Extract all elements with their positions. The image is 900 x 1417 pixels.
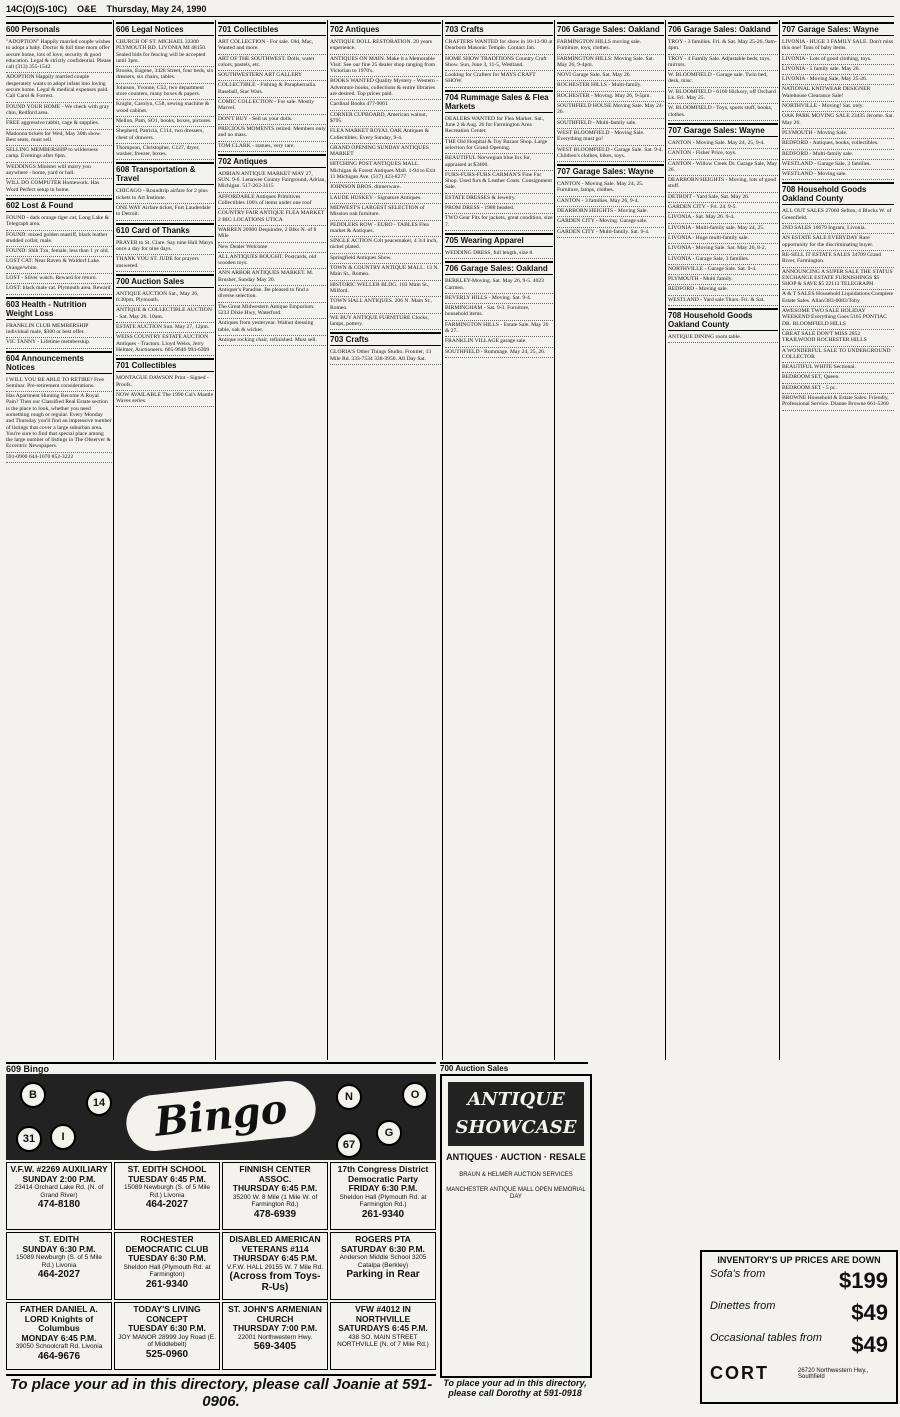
classified-ad: NORTHVILLE - Moving! Sat. only. <box>782 102 894 112</box>
section-heading: 704 Rummage Sales & Flea Markets <box>445 90 553 113</box>
classified-ad: LIVONIA - Lots of good clothing, toys. <box>782 55 894 65</box>
classified-ad: LOST CAT: Near Raven & Waldorf Lake. Orange/white. <box>6 257 112 274</box>
classified-ad: MONTAGUE DAWSON Print - Signed - Proofs. <box>116 374 214 391</box>
bingo-listing-address: 22001 Northwestern Hwy. <box>237 1333 313 1341</box>
bingo-banner <box>6 1074 436 1160</box>
classified-ad: COUNTRY FAIR ANTIQUE FLEA MARKET 2 BIG LOCATIONS UTICA <box>218 209 326 226</box>
bingo-listing-time: TUESDAY 6:30 P.M. <box>128 1253 206 1263</box>
classified-ad: BROWNE Household & Estate Sales. Friendly, Professional Service. Dianne Browne 661-5260 <box>782 394 894 411</box>
classified-ad: SOUTHWESTERN ART GALLERY <box>218 71 326 81</box>
classified-ad: FOUND - dark orange tiger cat, Long Lake & Telegraph area. <box>6 214 112 231</box>
bingo-listing-time: TUESDAY 6:30 P.M. <box>128 1323 206 1333</box>
classified-ad: FRANKLIN CLUB MEMBERSHIP individual male, $300 or best offer. <box>6 322 112 339</box>
bingo-listing-time: FRIDAY 6:30 P.M. <box>348 1183 418 1193</box>
classified-ad: REDFORD - Antiques, books, collectibles. <box>782 139 894 149</box>
column-rule <box>327 20 328 1060</box>
bingo-section-title: 609 Bingo <box>6 1062 436 1074</box>
classified-ad: ANTIQUES ON MAIN. Make it a Memorable Visit. See our fine 25 dealer shop ranging from Victorian to 1970's. <box>330 55 441 78</box>
bingo-listing-time: SUNDAY 6:30 P.M. <box>22 1243 96 1254</box>
classified-ad: AN ESTATE SALE EVERYDAY Rare opportunity for the discriminating buyer. <box>782 234 894 251</box>
bingo-listing <box>330 1302 436 1370</box>
furniture-item-price: $49 <box>851 1300 888 1325</box>
classified-ad: COLLECTIBLE - Fishing & Paraphernalia. Baseball, Star Wars. <box>218 81 326 98</box>
classified-ad: ART OF THE SOUTHWEST. Dolls, water colors, pastels, etc. <box>218 55 326 72</box>
classified-ad: FURS-FURS-FURS CARMAN'S Fine Fur Shop. Used furs & Leather Coats. Consignment Sale. <box>445 171 553 194</box>
bingo-listing-phone: (Across from Toys-R-Us) <box>229 1271 321 1293</box>
bingo-listing-address: JOY MANOR 28999 Joy Road (E. of Middlebelt) <box>118 1333 216 1348</box>
furniture-item-label: Dinettes from <box>710 1300 776 1312</box>
classified-ad: GARDEN CITY - Moving. Garage sale. <box>557 217 664 227</box>
column-rule <box>215 20 216 1060</box>
classified-ad: ANTIQUE AUCTION Sat., May 26, 6:30pm, Plymouth. <box>116 290 214 307</box>
classified-ad: I WILL YOU BE ABLE TO RETIRE? Free Seminar. Pre-retirement considerations. <box>6 376 112 393</box>
classified-ad: HOME SHOW TRADITIONS Country Craft Show. Sun, June 3, 11-5, Westland. <box>445 55 553 72</box>
page-header <box>6 2 894 17</box>
classified-ad: FREE aggressive rabbit, cage & supplies. <box>6 119 112 129</box>
classified-ad: FARMINGTON HILLS: Moving Sale. Sat. May 26, 9-4pm. <box>557 55 664 72</box>
classified-ad: PRAYER to St. Clare. Say nine Hail Marys once a day for nine days. <box>116 239 214 256</box>
classified-ad: FOUND: mixed golden mastiff, black leather studded collar, male. <box>6 231 112 248</box>
classified-ad: PLYMOUTH - Multi family. <box>668 275 778 285</box>
classified-ad: BIRMINGHAM - Sat. 9-3. Furniture, household items. <box>445 304 553 321</box>
column-7 <box>668 20 778 1060</box>
bingo-listing-address: 35200 W. 8 Mile (1 Mile W. of Farmington Rd.) <box>232 1193 318 1208</box>
bingo-listing <box>222 1302 328 1370</box>
bingo-listing-time: THURSDAY 7:00 P.M. <box>232 1323 318 1333</box>
furniture-ad <box>700 1250 898 1404</box>
cort-logo: CORT <box>710 1363 769 1383</box>
column-rule <box>113 20 114 1060</box>
classified-ad: ANTIQUE DINING room table. <box>668 333 778 343</box>
bingo-listing <box>222 1162 328 1230</box>
bingo-listing <box>330 1162 436 1230</box>
classified-ad: GARDEN CITY - Multi-family. Sat. 9-4. <box>557 228 664 238</box>
section-heading: 702 Antiques <box>218 154 326 168</box>
classified-ad: FARMINGTON HILLS moving sale. Furniture, toys, clothes. <box>557 38 664 55</box>
bingo-listing <box>114 1162 220 1230</box>
column-3 <box>218 20 326 1060</box>
classified-ad: CHURCH OF ST. MICHAEL 33300 PLYMOUTH RD. LIVONIA MI 48150. Sealed bids for fencing will be accepted until 3pm. <box>116 38 214 67</box>
bingo-listing-address: Sheldon Hall (Plymouth Rd. at Farmington Rd.) <box>339 1193 427 1208</box>
furniture-item-price: $49 <box>851 1332 888 1357</box>
bingo-ball: G <box>376 1120 402 1146</box>
classified-ad: GRAND OPENING SUNDAY ANTIQUES MARKET <box>330 144 441 161</box>
classified-ad: CANTON - Moving Sale. May 24, 25. Furniture, lamps, clothes. <box>557 180 664 197</box>
classified-ad: WESTLAND - Garage Sale, 3 families. <box>782 160 894 170</box>
showcase-left-text: BRAUN & HELMER AUCTION SERVICES <box>459 1172 573 1178</box>
classified-ad: Antiquer's Paradise. Be pleased to find a diverse selection. <box>218 286 326 303</box>
classified-ad: W. BLOOMFIELD - 6160 Hickory, off Orchard Lk. Fri. May 25. <box>668 88 778 105</box>
classified-ad: BEDROOM SET - 5 pc. <box>782 384 894 394</box>
classified-ad: DEARBORN HEIGHTS - Moving, lots of good stuff. <box>668 176 778 193</box>
classified-ad: Shepherd, Patricia, C114, two dressers, chest of drawers. <box>116 127 214 144</box>
bingo-listing-title: VFW #4012 IN NORTHVILLE <box>355 1304 411 1324</box>
classified-ad: Looking for Crafters for MAYS CRAFT SHOW. <box>445 71 553 88</box>
classified-ad: LOST - Silver watch. Reward for return. <box>6 274 112 284</box>
section-heading: 706 Garage Sales: Oakland <box>557 22 664 36</box>
bingo-listing-address: 438 SO. MAIN STREET NORTHVILLE (N. of 7 Mile Rd.) <box>337 1333 429 1348</box>
classified-ad: 2ND SALES 16679 Ingram, Livonia. <box>782 224 894 234</box>
classified-ad: SELLING MEMBERSHIP to wilderness camp. Evenings after 6pm. <box>6 146 112 163</box>
antique-showcase-ad <box>440 1074 592 1378</box>
bingo-listing-title: TODAY'S LIVING CONCEPT <box>133 1304 201 1324</box>
classified-ad: LOST: black male cat. Plymouth area. Reward. <box>6 284 112 294</box>
column-1 <box>6 20 112 1060</box>
bingo-listing-time: TUESDAY 6:45 P.M. <box>128 1173 206 1184</box>
cort-address: 26720 Northwestern Hwy., Southfield <box>798 1367 869 1380</box>
classified-ad: Thompson, Christopher, C127, dryer, washer, freezer, boxes. <box>116 144 214 161</box>
classified-ad: ADOPTION Happily married couple desperately wants to adopt infant into loving secure home. Legal & medical expenses paid. Call Carol & Forrest. <box>6 73 112 102</box>
classified-ad: WE BUY ANTIQUE FURNITURE Clocks, lamps, pottery. <box>330 314 441 331</box>
bingo-listing <box>6 1302 112 1370</box>
classified-ad: NOW AVAILABLE The 1990 Cal's Mantle Waves series. <box>116 391 214 408</box>
paper-name: O&E <box>77 4 97 14</box>
section-heading: 701 Collectibles <box>116 358 214 372</box>
furniture-ad-title: INVENTORY'S UP PRICES ARE DOWN <box>717 1255 881 1265</box>
classified-ad: LIVONIA - Multi-family sale. May 24, 25. <box>668 224 778 234</box>
section-heading: 701 Collectibles <box>218 22 326 36</box>
bingo-listing-phone: 474-8180 <box>37 1199 81 1210</box>
showcase-right-text: MANCHESTER ANTIQUE MALL OPEN MEMORIAL DAY <box>446 1187 586 1200</box>
classified-ad: GLORIA'S Other Things Studio. Frontier, 13 Mile Rd. 333-7534 338-3950. All Day Sat. <box>330 348 441 365</box>
section-heading: 707 Garage Sales: Wayne <box>557 164 664 178</box>
showcase-tagline: ANTIQUES · AUCTION · RESALE <box>446 1152 586 1162</box>
classified-ad: DEALERS WANTED for Flea Market. Sat., June 2 & Aug. 26 for Farmington Area Recreation Center. <box>445 115 553 138</box>
bingo-ball: O <box>402 1082 428 1108</box>
classified-ad: GREAT SALE DON'T MISS 2852 TRAILWOOD ROCHESTER HILLS <box>782 330 894 347</box>
bingo-listing <box>114 1232 220 1300</box>
classified-ad: TROY - 4 Family Sale. Adjustable beds, toys, mirrors. <box>668 55 778 72</box>
bingo-listing <box>6 1162 112 1230</box>
bingo-listing-title: ROCHESTER DEMOCRATIC CLUB <box>125 1234 209 1254</box>
section-heading: 603 Health - Nutrition Weight Loss <box>6 297 112 320</box>
bingo-ball: 67 <box>336 1132 362 1158</box>
classified-ad: New Dealer Welcome <box>218 243 326 253</box>
classified-ad: Springfield Antiques Show. <box>330 254 441 264</box>
section-heading: 707 Garage Sales: Wayne <box>668 123 778 137</box>
folio: 14C(O)(S-10C) <box>6 4 68 14</box>
section-heading: 703 Crafts <box>330 332 441 346</box>
furniture-item-label: Occasional tables from <box>710 1332 822 1344</box>
classified-ad: BEAUTIFUL Norwegian blue fox fur, appraised at $3400. <box>445 154 553 171</box>
classified-ad: PROM DRESS - 1988 beaded. <box>445 204 553 214</box>
bingo-listing-time: THURSDAY 6:45 P.M. <box>232 1183 318 1193</box>
bingo-listing-time: SATURDAY 6:30 P.M. <box>341 1243 425 1254</box>
classified-ad: Antiques from yesteryear. Walnut dressing table, oak & wicker. <box>218 319 326 336</box>
bingo-listing-phone: Parking in Rear <box>346 1269 420 1280</box>
classified-ad: RE-SELL IT ESTATE SALES 34709 Grand River, Farmington. <box>782 251 894 268</box>
classified-ad: WEDDINGS Minister will marry you anywhere - home, yard or hall. <box>6 163 112 180</box>
bingo-listing <box>222 1232 328 1300</box>
classified-ad: WEST BLOOMFIELD - Garage Sale. Sat. 9-4. Children's clothes, bikes, toys. <box>557 146 664 163</box>
bingo-ball: 31 <box>16 1126 42 1152</box>
classified-ad: LAUDE HUSKEY - Signature Antiques. <box>330 194 441 204</box>
classified-ad: CORNER CUPBOARD, American walnut, $795. <box>330 111 441 128</box>
classified-ad: CANTON - Moving Sale. May 24, 25, 9-4. <box>668 139 778 149</box>
classified-ad: ART COLLECTION - For sale. Old, Mac, Wanted and more. <box>218 38 326 55</box>
classified-ad: ESTATE DRESSES & Jewelry. <box>445 194 553 204</box>
classified-ad: HITCHING POST ANTIQUES MALL. Michigan & Forest Antiques Mall. 1-94 to Exit 11 Michigan Ave. (517) 423-8277 <box>330 160 441 183</box>
section-heading: 707 Garage Sales: Wayne <box>782 22 894 36</box>
classified-ad: SINGLE ACTION Colt peacemaker, 4 3/4 inch, nickel plated. <box>330 237 441 254</box>
classified-ad: FRANKLIN VILLAGE garage sale. <box>445 337 553 347</box>
classified-ad: BEDROOM SET, Queen. <box>782 373 894 383</box>
classified-ad: TROY - 3 families. Fri. & Sat. May 25-26, 9am-4pm. <box>668 38 778 55</box>
classified-ad: FLEA MARKET ROYAL OAK Antiques & Collectibles. Every Sunday, 9-4. <box>330 127 441 144</box>
classified-ad: Brooks, Eugene, 3428 Street, four beds, six dressers, six chairs, tables. <box>116 67 214 84</box>
bingo-listing-phone: 478-6939 <box>253 1208 297 1220</box>
section-heading: 708 Household Goods Oakland County <box>782 182 894 205</box>
classified-ad: WEDDING DRESS, full length, size 8. <box>445 249 553 259</box>
classified-ad: LIVONIA - Moving Sale. Sat. May 26, 8-2. <box>668 244 778 254</box>
column-4 <box>330 20 441 1060</box>
bingo-listing-address: Sheldon Hall (Plymouth Rd. at Farmington) <box>123 1263 211 1278</box>
classified-ad: PLYMOUTH - Moving Sale. <box>782 129 894 139</box>
classified-ad: DEARBORN HEIGHTS - Moving Sale. <box>557 207 664 217</box>
section-heading: 700 Auction Sales <box>116 274 214 288</box>
classified-ad: W. BLOOMFIELD - Garage sale. Twin bed, desk, misc. <box>668 71 778 88</box>
bingo-listing <box>6 1232 112 1300</box>
classified-ad: CANTON - 3 families. May 26, 9-4. <box>557 197 664 207</box>
classified-ad: ANTIQUE & COLLECTIBLE AUCTION - Sat. May 26. 10am. <box>116 306 214 323</box>
classified-ad: Mellon, Pam, SO1, books, boxes, pictures. <box>116 117 214 127</box>
bingo-listing-phone: 569-3405 <box>253 1341 297 1352</box>
classified-ad: LIVONIA - Moving Sale, May 25-26. <box>782 75 894 85</box>
classified-ad: Antique rocking chair, refinished. Must sell. <box>218 336 326 346</box>
column-8 <box>782 20 894 1250</box>
classified-ad: A & T SALES Household Liquidations Complete Estate Sales. Allan/383-0083/Toby <box>782 290 894 307</box>
bingo-listing-address: 15089 Newburgh (S. of 5 Mile Rd.) Livonia <box>124 1184 210 1199</box>
classified-ad: WILL DO COMPUTER Homework. Has Word Perfect setup in home. <box>6 179 112 196</box>
bingo-listing-address: 15089 Newburgh (S. of 5 Mile Rd.) Livonia <box>16 1254 102 1269</box>
classified-ad: TOWN HALL ANTIQUES. 206 N. Main St., Romeo. <box>330 297 441 314</box>
bingo-listing-address: Anderson Middle School 3205 Catalpa (Berkley) <box>339 1254 427 1269</box>
section-heading: 608 Transportation & Travel <box>116 162 214 185</box>
column-5 <box>445 20 553 1060</box>
section-heading: 602 Lost & Found <box>6 198 112 212</box>
bingo-listing-title: ST. EDITH <box>38 1234 80 1244</box>
column-rule <box>665 20 666 1060</box>
classified-ad: TWO Gear Fits for jackets, great condition, size 7. <box>445 214 553 231</box>
classified-ad: CRAFTERS WANTED for show in 10-13-90 at Dearborn Masonic Temple. Contact Jan. <box>445 38 553 55</box>
furniture-price-row <box>702 1265 896 1297</box>
bingo-listing-phone: 525-0960 <box>145 1348 189 1360</box>
section-heading: 600 Personals <box>6 22 112 36</box>
classified-ad: WARREN 20900 Dequindre, 2 Blks N. of 8 Mile <box>218 226 326 243</box>
bingo-listing-title: ST. EDITH SCHOOL <box>127 1164 207 1174</box>
showcase-logo: ANTIQUE SHOWCASE <box>448 1082 584 1146</box>
bingo-footer: To place your ad in this directory, please call Joanie at 591-0906. <box>6 1374 436 1414</box>
classified-ad: ANN ARBOR ANTIQUES MARKET. M. Brusher, Sunday May 20. <box>218 269 326 286</box>
bingo-listing <box>330 1232 436 1300</box>
column-rule <box>779 20 780 1060</box>
bingo-listing-phone: 261-9340 <box>145 1278 189 1290</box>
bingo-listing-address: V.F.W. HALL 29155 W. 7 Mile Rd. <box>226 1263 324 1271</box>
classified-ad: Has Apartment Hunting Become A Royal Pain? Then our Classified Real Estate section is the place to look, whether you need something rough or regular. Every Monday and Thursday you'll find an impressive number of listings that cover a large suburban area. You're sure to find that special place among the large number of listings in The Observer & Eccentric Newspapers. <box>6 392 112 453</box>
classified-ad: W. BLOOMFIELD - Toys, sports stuff, books, clothes. <box>668 104 778 121</box>
classified-ad: THE Old Hospital & Toy Bazaar Shop. Large selection for Grand Opening. <box>445 138 553 155</box>
classified-ad: SOUTHFIELD HOUSE Moving Sale. May 24-26. <box>557 102 664 119</box>
classified-ad: FOUND YOUR HOME - We check with gray chin, Redford area. <box>6 103 112 120</box>
classified-ad: Madonna tickets for Wed, May 30th show. Best seats, must sell. <box>6 130 112 147</box>
classified-ad: TOWN & COUNTRY ANTIQUE MALL. 13 N. Main St., Romeo. <box>330 264 441 281</box>
bingo-listing-title: ROGERS PTA <box>355 1234 411 1244</box>
classified-ad: 591-0900 644-1070 852-3222 <box>6 453 112 463</box>
classified-ad: "ADOPTION" Happily married couple wishes to adopt a baby. Doctor & full time mom offer secure home, lots of love, security & good education. Legal & strictly confidential. Please call (313) 355-1542. <box>6 38 112 73</box>
furniture-price-row <box>702 1297 896 1329</box>
classified-ad: CANTON - Willow Creek Dr. Garage Sale, May 26. <box>668 160 778 177</box>
classified-ad: ONE WAY Airfare ticket, Fort Lauderdale to Detroit. <box>116 204 214 221</box>
classified-ad: ANNOUNCING A SUPER SALE THE STATUS EXCHANGE ESTATE FURNISHINGS $5 SHOP & SAVE $5 22113 TELEGRAPH <box>782 268 894 291</box>
bingo-ball: 14 <box>86 1090 112 1116</box>
bingo-listing-phone: 464-2027 <box>145 1199 189 1210</box>
bingo-listing-title: V.F.W. #2269 AUXILIARY <box>10 1164 108 1174</box>
classified-ad: Cardinal Books 477-9061 <box>330 100 441 110</box>
classified-ad: Knight, Carolyn, C58, sewing machine & wood cabinet. <box>116 100 214 117</box>
bingo-ball: B <box>20 1082 46 1108</box>
classified-ad: ESTATE AUCTION Sun. May 27, 12pm. <box>116 323 214 333</box>
auction-section-title: 700 Auction Sales <box>440 1062 588 1073</box>
classified-ad: MIDWEST'S LARGEST SELECTION of Mission oak furniture. <box>330 204 441 221</box>
classified-ad: SOUTHFIELD - Rummage. May 24, 25, 26. <box>445 348 553 358</box>
furniture-item-price: $199 <box>839 1268 888 1293</box>
bingo-listing-phone: 261-9340 <box>361 1208 405 1220</box>
column-rule <box>442 20 443 1060</box>
classified-ad: WESTLAND - Moving sale. <box>782 170 894 180</box>
classified-ad: BEVERLY HILLS - Moving. Sat. 9-4. <box>445 294 553 304</box>
bingo-listing-time: THURSDAY 6:45 P.M. <box>232 1253 318 1263</box>
classified-ad: TOM CLARK - statues, very rare. <box>218 142 326 152</box>
section-heading: 702 Antiques <box>330 22 441 36</box>
bingo-listing-title: FINNISH CENTER ASSOC. <box>239 1164 311 1184</box>
bingo-listing-title: 17th Congress District Democratic Party <box>337 1164 429 1184</box>
classified-ad: ADRIAN ANTIQUE MARKET MAY 27, SUN. 9-6. Lenawee County Fairground, Adrian, Michigan. 517-263-3115 <box>218 170 326 193</box>
column-2 <box>116 20 214 1060</box>
classified-ad: WEST BLOOMFIELD - Moving Sale. Everything must go! <box>557 129 664 146</box>
section-heading: 705 Wearing Apparel <box>445 233 553 247</box>
bingo-listing-title: ST. JOHN'S ARMENIAN CHURCH <box>228 1304 322 1324</box>
classified-ad: LIVONIA - 5 family sale. May 26. <box>782 65 894 75</box>
classified-ad: CANTON - Fisher Price, toys. <box>668 149 778 159</box>
column-6 <box>557 20 664 1060</box>
classified-ad: JOHNSON BROS. dinnerware. <box>330 183 441 193</box>
section-heading: 708 Household Goods Oakland County <box>668 308 778 331</box>
section-heading: 706 Garage Sales: Oakland <box>668 22 778 36</box>
classified-ad: REDFORD - Multi-family sale. <box>782 150 894 160</box>
classified-ad: PEDDLERS ROW - EURO - TABLES Flea market & Antiques. <box>330 221 441 238</box>
classified-ad: FOUND: Shih Tzu, female, less than 1 yr old. <box>6 247 112 257</box>
bingo-listing-phone: 464-2027 <box>37 1269 81 1280</box>
classified-ad: OAK PARK MOVING SALE 23435 Jerome. Sat. May 26. <box>782 112 894 129</box>
classified-ad: VIC TANNY - Lifetime membership. <box>6 338 112 348</box>
classified-ad: LIVONIA - Garage Sale, 3 families. <box>668 255 778 265</box>
furniture-price-row <box>702 1329 896 1361</box>
classified-ad: WEISS COUNTRY ESTATE AUCTION Antiques - Tractors. Lloyd Weiss, Jerry Helmer, Auctioneers. 665-9646 994-6309 <box>116 333 214 356</box>
classified-ad: COMIC COLLECTION - For sale. Mostly Marvel. <box>218 98 326 115</box>
classified-ad: ANTIQUE DOLL RESTORATION. 20 years experience. <box>330 38 441 55</box>
classified-ad: BOOKS WANTED Quality Mystery - Western - Adventure books, collections & entire libraries are desired. Top prices paid. <box>330 77 441 100</box>
classified-ad: FARMINGTON HILLS - Estate Sale. May 26 & 27. <box>445 321 553 338</box>
bingo-ball: N <box>336 1084 362 1110</box>
bingo-banner-word: Bingo <box>124 1078 319 1154</box>
section-heading: 610 Card of Thanks <box>116 223 214 237</box>
classified-ad: NOVI Garage Sale. Sat. May 26. <box>557 71 664 81</box>
bingo-listing-title: DISABLED AMERICAN VETERANS #114 <box>229 1234 321 1254</box>
classified-ad: LIVONIA - Huge multi-family sale. <box>668 234 778 244</box>
classified-ad: BERKLEY-Moving. Sat. May 26, 9-5. 4023 Carmen. <box>445 277 553 294</box>
bingo-listing-title: FATHER DANIEL A. LORD Knights of Columbus <box>20 1304 98 1333</box>
issue-date: Thursday, May 24, 1990 <box>106 4 207 14</box>
classified-ad: ALL ANTIQUES BOUGHT. Postcards, old wooden toys. <box>218 253 326 270</box>
bingo-listing-time: MONDAY 6:45 P.M. <box>21 1332 97 1343</box>
classified-ad: DETROIT - Yard Sale, Sat. May 26. <box>668 193 778 203</box>
section-heading: 604 Announcements Notices <box>6 351 112 374</box>
classified-ad: AFFORDABLE Antiques Primitives Collectibles 100's of items under one roof <box>218 193 326 210</box>
furniture-item-label: Sofa's from <box>710 1268 766 1280</box>
classified-ad: THANK YOU ST. JUDE for prayers answered. <box>116 255 214 272</box>
column-rule <box>554 20 555 1060</box>
classified-ad: PRECIOUS MOMENTS retired. Members only and no mass. <box>218 125 326 142</box>
classified-ad: NATIONAL KNITWEAR DESIGNER Warehouse Clearance Sale! <box>782 85 894 102</box>
classified-ad: Johnson, Yvonne, C52, two department store counters, many boxes & papers. <box>116 84 214 101</box>
classified-ad: HISTORIC WELLER BLDG. 103 Main St., Milford. <box>330 281 441 298</box>
classified-ad: LIVONIA - Sat. May 26. 9-4. <box>668 213 778 223</box>
classified-ad: NORTHVILLE - Garage Sale. Sat. 9-4. <box>668 265 778 275</box>
classified-ad: REDFORD - Moving sale. <box>668 285 778 295</box>
classified-ad: DON'T BUY - Sell us your dolls. <box>218 115 326 125</box>
bingo-listing-address: 39050 Schoolcraft Rd. Livonia <box>15 1343 103 1350</box>
classified-ad: GARDEN CITY - Fri. 24. 9-5. <box>668 203 778 213</box>
bingo-directory <box>6 1162 436 1370</box>
classified-ad: WESTLAND - Yard sale Thurs. Fri. & Sat. <box>668 296 778 306</box>
bingo-listing-phone: 464-9676 <box>37 1350 81 1362</box>
section-heading: 703 Crafts <box>445 22 553 36</box>
classified-ad: SOUTHFIELD - Multi-family sale. <box>557 119 664 129</box>
bingo-listing-time: SATURDAYS 6:45 P.M. <box>338 1323 428 1333</box>
classified-ad: A WONDERFUL SALE TO UNDERGROUND COLLECTOR <box>782 347 894 364</box>
classified-ad: BEAUTIFUL WHITE Sectional. <box>782 363 894 373</box>
classified-ad: LIVONIA - HUGE 3 FAMILY SALE. Don't miss this one! Tons of baby items. <box>782 38 894 55</box>
classified-ad: The Great Midwestern Antique Emporium. 5233 Dixie Hwy, Waterford. <box>218 303 326 320</box>
classified-ad: ROCHESTER HILLS - Multi-family. <box>557 81 664 91</box>
classified-ad: ROCHESTER - Moving. May 26, 9-5pm. <box>557 92 664 102</box>
bingo-listing-address: 23414 Orchard Lake Rd. (N. of Grand River) <box>14 1184 104 1199</box>
classified-ad: AWESOME TWO SALE HOLIDAY WEEKEND Everything Goes 5165 PONTIAC DR. BLOOMFIELD HILLS <box>782 307 894 330</box>
showcase-footer: To place your ad in this directory, please call Dorothy at 591-0918 <box>443 1378 587 1398</box>
bingo-listing <box>114 1302 220 1370</box>
bingo-ball: I <box>50 1124 76 1150</box>
bingo-listing-time: SUNDAY 2:00 P.M. <box>22 1173 96 1184</box>
section-heading: 606 Legal Notices <box>116 22 214 36</box>
classified-ad: ALL OUT SALES 27060 Sefton, 4 Blocks W. of Greenfield. <box>782 207 894 224</box>
classified-ad: CHICAGO - Roundtrip airfare for 2 plus tickets to Art Institute. <box>116 187 214 204</box>
section-heading: 706 Garage Sales: Oakland <box>445 261 553 275</box>
